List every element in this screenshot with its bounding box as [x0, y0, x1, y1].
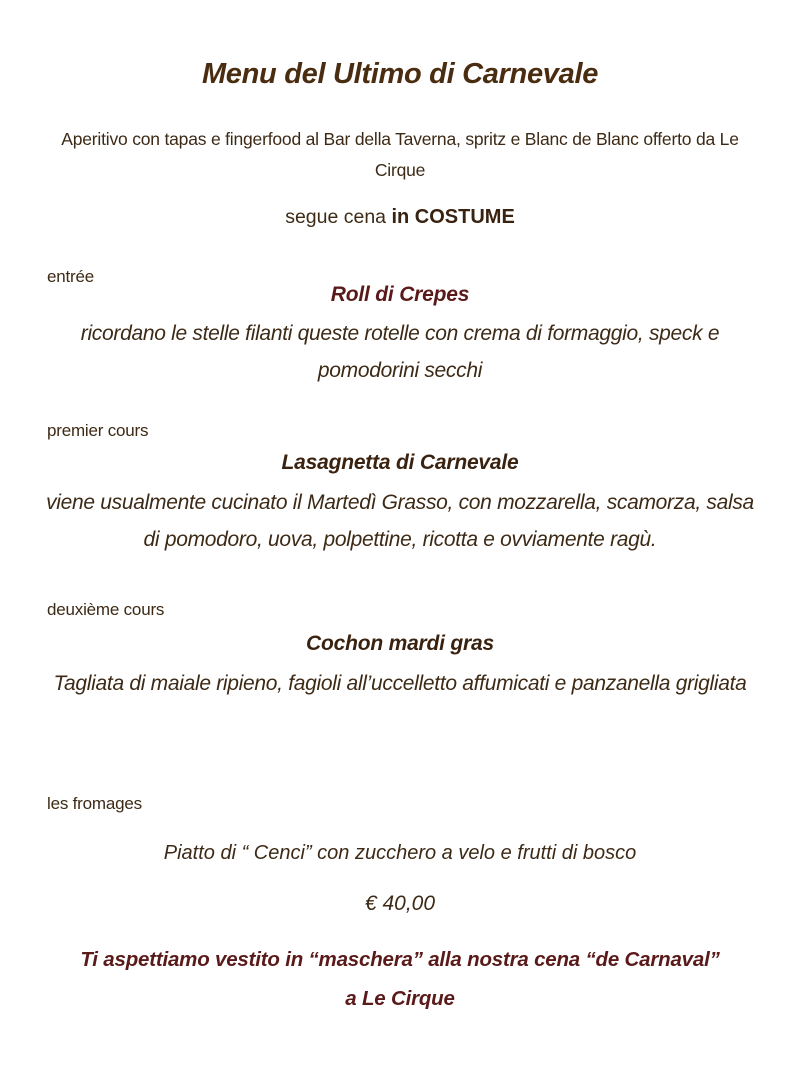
menu-title: Menu del Ultimo di Carnevale — [201, 58, 599, 90]
dish-desc-premier: viene usualmente cucinato il Martedì Grasso, con mozzarella, scamorza, salsa di pomodoro, uova, polpettine, ricotta e ovviamente ragù. — [46, 491, 754, 551]
menu-price: € 40,00 — [364, 892, 436, 915]
dish-desc-fromages: Piatto di “ Cenci” con zucchero a velo e frutti di bosco — [163, 842, 637, 864]
invite-text — [40, 940, 760, 1018]
invite-line-1: Ti aspettiamo vestito in “maschera” alla nostra cena “de Carnaval” — [80, 948, 720, 971]
course-label-deuxieme: deuxième cours — [47, 600, 165, 619]
segue-line — [0, 206, 800, 229]
segue-prefix: segue cena — [285, 206, 392, 228]
course-label-fromages: les fromages — [47, 794, 142, 813]
dish-name-entree: Roll di Crepes — [330, 283, 470, 306]
aperitivo-text: Aperitivo con tapas e fingerfood al Bar della Taverna, spritz e Blanc de Blanc offerto da Le Cirque — [61, 129, 739, 180]
dish-name-deuxieme: Cochon mardi gras — [306, 632, 494, 655]
dish-name-premier: Lasagnetta di Carnevale — [281, 451, 519, 474]
invite-line-2: a Le Cirque — [345, 987, 455, 1010]
segue-costume: in COSTUME — [391, 206, 515, 228]
course-label-entree: entrée — [47, 267, 95, 286]
course-label-premier: premier cours — [47, 421, 149, 440]
dish-desc-entree: ricordano le stelle filanti queste rotelle con crema di formaggio, speck e pomodorini secchi — [80, 322, 720, 382]
dish-desc-deuxieme: Tagliata di maiale ripieno, fagioli all’uccelletto affumicati e panzanella grigliata — [53, 672, 747, 695]
